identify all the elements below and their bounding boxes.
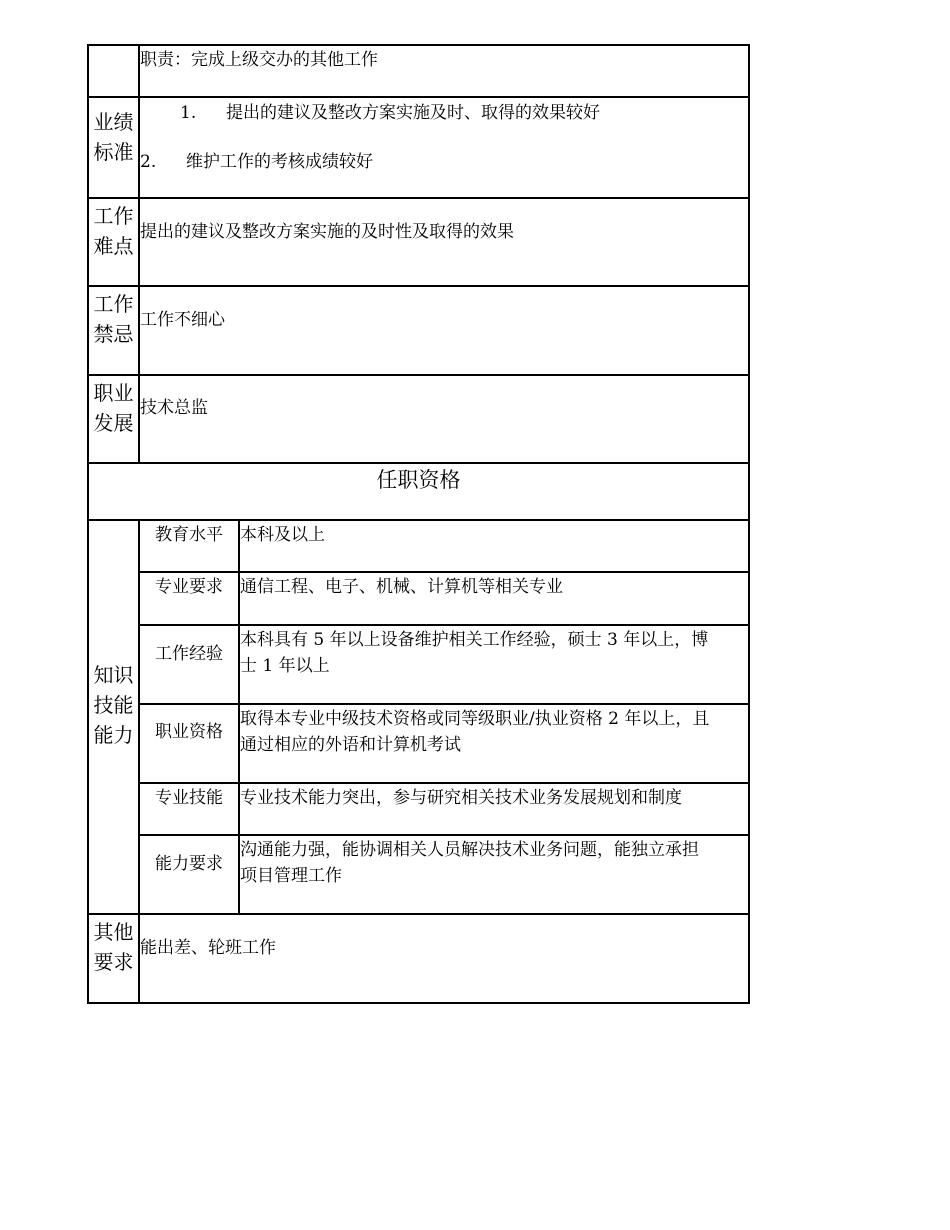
performance-label-line2: 标准 — [93, 140, 134, 164]
career-label — [89, 378, 138, 438]
career-text: 技术总监 — [140, 398, 208, 418]
performance-item-2-text: 维护工作的考核成绩较好 — [186, 152, 373, 172]
knowledge-row-0-line1: 本科及以上 — [240, 525, 325, 545]
difficulty-label-line1: 工作 — [93, 204, 134, 228]
knowledge-row-1-label: 专业要求 — [155, 577, 223, 597]
knowledge-label-line2: 技能 — [93, 693, 134, 717]
knowledge-row-0-label: 教育水平 — [155, 525, 223, 545]
qualification-header: 任职资格 — [376, 468, 461, 492]
other-label — [89, 917, 138, 977]
knowledge-row-0-value — [240, 522, 748, 548]
difficulty-label-line2: 难点 — [93, 234, 134, 258]
knowledge-row-4-label: 专业技能 — [155, 788, 223, 808]
knowledge-row-2-line1: 本科具有 5 年以上设备维护相关工作经验，硕士 3 年以上，博 — [240, 630, 709, 650]
career-label-line2: 发展 — [93, 411, 134, 435]
knowledge-row-5-line1: 沟通能力强，能协调相关人员解决技术业务问题，能独立承担 — [240, 840, 699, 860]
knowledge-row-2-value — [240, 627, 748, 679]
knowledge-row-3-line2: 通过相应的外语和计算机考试 — [240, 735, 461, 755]
performance-item-1-number: 1. — [180, 103, 197, 123]
knowledge-row-3-label: 职业资格 — [155, 722, 223, 742]
knowledge-label — [89, 660, 138, 750]
difficulty-text: 提出的建议及整改方案实施的及时性及取得的效果 — [140, 222, 514, 242]
duty-text: 职责：完成上级交办的其他工作 — [140, 50, 378, 70]
knowledge-row-3-line1: 取得本专业中级技术资格或同等级职业/执业资格 2 年以上，且 — [240, 709, 710, 729]
taboo-label — [89, 289, 138, 349]
taboo-text: 工作不细心 — [140, 310, 225, 330]
knowledge-row-5-value — [240, 837, 748, 889]
performance-item-2 — [140, 149, 746, 175]
career-label-line1: 职业 — [93, 381, 134, 405]
taboo-label-line1: 工作 — [93, 292, 134, 316]
performance-label-line1: 业绩 — [93, 110, 134, 134]
taboo-label-line2: 禁忌 — [93, 322, 134, 346]
knowledge-label-line3: 能力 — [93, 723, 134, 747]
knowledge-row-4-line1: 专业技术能力突出，参与研究相关技术业务发展规划和制度 — [240, 788, 682, 808]
other-label-line1: 其他 — [93, 920, 134, 944]
knowledge-row-2-label: 工作经验 — [155, 644, 223, 664]
knowledge-row-3-value — [240, 706, 748, 758]
knowledge-row-1-value — [240, 574, 748, 600]
knowledge-row-4-value — [240, 785, 748, 811]
knowledge-row-2-line2: 士 1 年以上 — [240, 656, 330, 676]
performance-item-1-text: 提出的建议及整改方案实施及时、取得的效果较好 — [226, 103, 600, 123]
performance-item-2-number: 2. — [140, 152, 157, 172]
other-label-line2: 要求 — [93, 950, 134, 974]
knowledge-label-line1: 知识 — [93, 663, 134, 687]
knowledge-row-5-line2: 项目管理工作 — [240, 866, 342, 886]
knowledge-row-1-line1: 通信工程、电子、机械、计算机等相关专业 — [240, 577, 563, 597]
knowledge-row-5-label: 能力要求 — [155, 854, 223, 874]
difficulty-label — [89, 201, 138, 261]
other-text: 能出差、轮班工作 — [140, 938, 276, 958]
performance-label — [89, 107, 138, 167]
performance-item-1 — [180, 100, 746, 126]
